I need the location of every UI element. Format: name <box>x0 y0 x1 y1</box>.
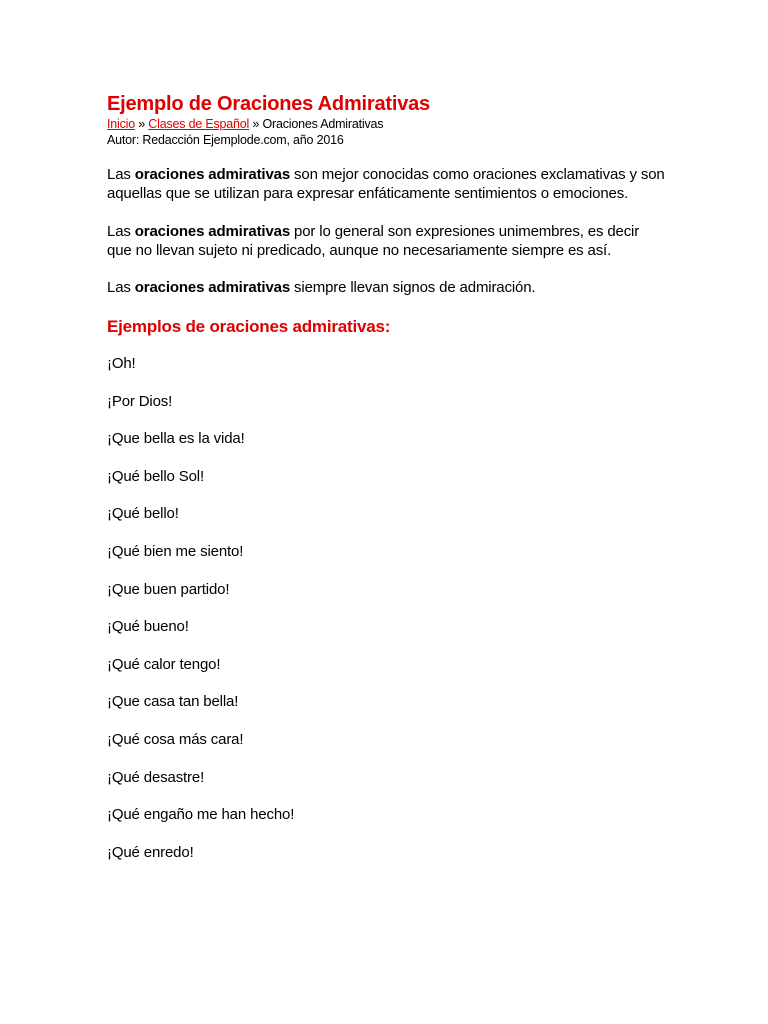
example-item: ¡Que bella es la vida! <box>107 430 245 448</box>
paragraph-intro <box>107 165 667 203</box>
example-item: ¡Qué cosa más cara! <box>107 730 244 748</box>
author-line: Autor: Redacción Ejemplode.com, año 2016 <box>107 133 344 147</box>
paragraph-text: son mejor conocidas como oraciones exclamativas y son aquellas que se utilizan para expresar enfáticamente sentimientos o emociones. <box>107 166 665 202</box>
example-item: ¡Qué calor tengo! <box>107 655 221 673</box>
paragraph-bold-term: oraciones admirativas <box>134 223 291 240</box>
article-content <box>107 92 667 880</box>
paragraph-text: Las <box>107 279 135 296</box>
breadcrumb-link-category[interactable]: Clases de Español <box>148 117 250 131</box>
paragraph-text: Las <box>107 166 135 183</box>
paragraph-bold-term: oraciones admirativas <box>134 166 291 183</box>
breadcrumb-separator: » <box>252 117 263 131</box>
paragraph-signs <box>107 278 667 297</box>
example-item: ¡Que casa tan bella! <box>107 693 239 711</box>
breadcrumb-current: Oraciones Admirativas <box>262 117 384 131</box>
example-item: ¡Qué enredo! <box>107 843 194 861</box>
example-item: ¡Qué bien me siento! <box>107 542 244 560</box>
example-item: ¡Qué desastre! <box>107 768 205 786</box>
example-item: ¡Qué bello Sol! <box>107 467 204 485</box>
paragraph-bold-term: oraciones admirativas <box>134 279 291 296</box>
breadcrumb-link-home[interactable]: Inicio <box>107 117 135 131</box>
paragraph-text: Las <box>107 223 135 240</box>
example-item: ¡Oh! <box>107 355 136 372</box>
page-title: Ejemplo de Oraciones Admirativas <box>107 93 430 115</box>
examples-list <box>107 354 667 862</box>
breadcrumb <box>107 116 667 132</box>
breadcrumb-separator: » <box>138 117 149 131</box>
example-item: ¡Que buen partido! <box>107 580 230 598</box>
example-item: ¡Por Dios! <box>107 392 173 410</box>
paragraph-structure <box>107 222 667 260</box>
example-item: ¡Qué bello! <box>107 505 179 523</box>
example-item: ¡Qué engaño me han hecho! <box>107 806 295 824</box>
paragraph-text: siempre llevan signos de admiración. <box>290 279 536 296</box>
example-item: ¡Qué bueno! <box>107 618 189 636</box>
paragraph-text: por lo general son expresiones unimembres, es decir que no llevan sujeto ni predicado, aunque no necesariamente siempre es así. <box>107 223 640 259</box>
examples-heading: Ejemplos de oraciones admirativas: <box>107 317 391 336</box>
